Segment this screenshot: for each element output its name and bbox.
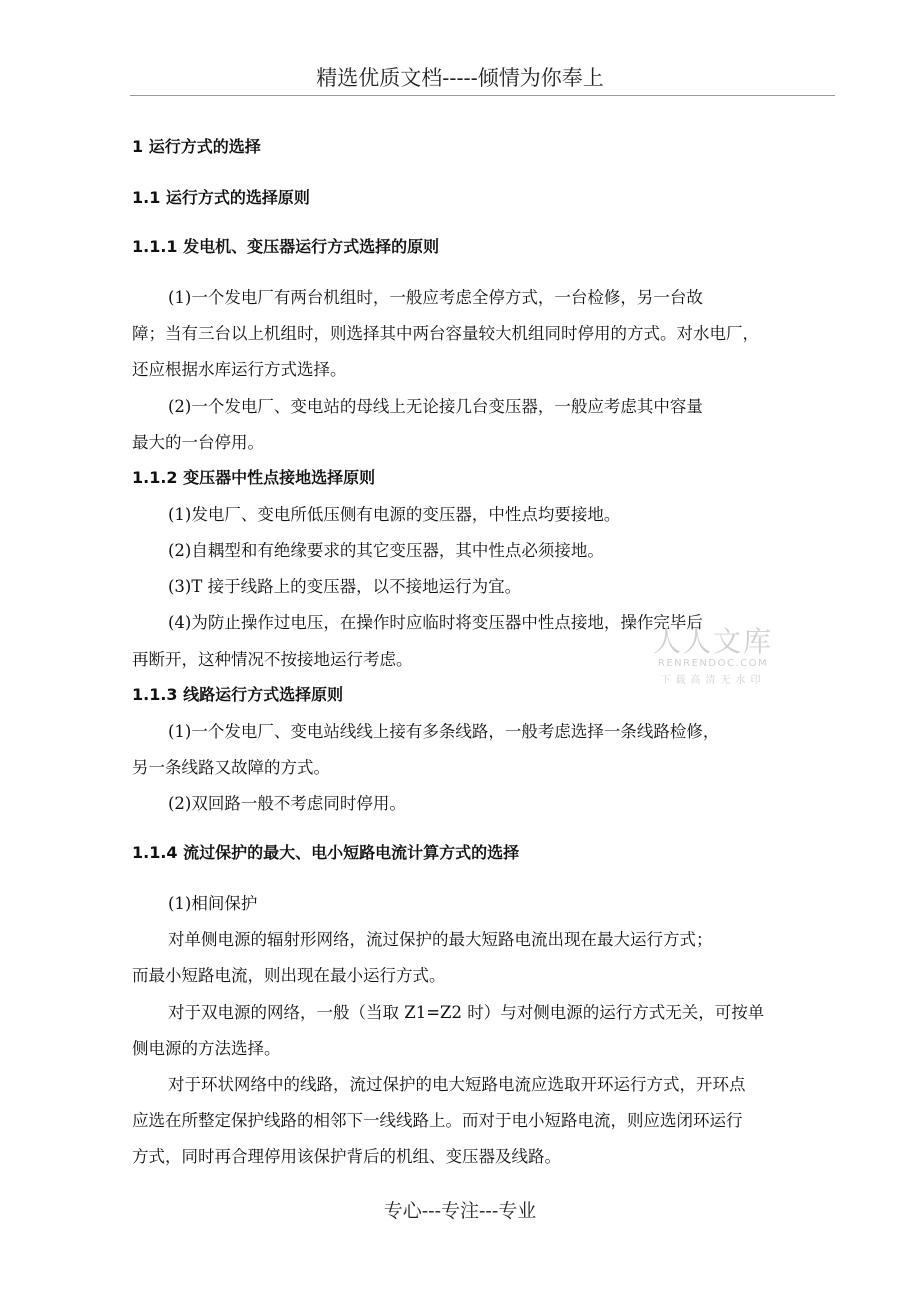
paragraph-line: 还应根据水库运行方式选择。: [132, 360, 347, 379]
paragraph-line: (1)相间保护: [168, 894, 258, 913]
paragraph-line: 对于环状网络中的线路，流过保护的电大短路电流应选取开环运行方式，开环点: [168, 1075, 746, 1094]
paragraph-line: 最大的一台停用。: [132, 433, 264, 452]
heading-1-1-4: 1.1.4 流过保护的最大、电小短路电流计算方式的选择: [132, 843, 520, 862]
paragraph-line: 而最小短路电流，则出现在最小运行方式。: [132, 966, 446, 985]
watermark-title: 人人文库: [652, 625, 773, 658]
header-divider: [130, 95, 835, 96]
paragraph-line: 另一条线路又故障的方式。: [132, 758, 330, 777]
paragraph-line: 方式，同时再合理停用该保护背后的机组、变压器及线路。: [132, 1147, 561, 1166]
paragraph-line: (1)发电厂、变电所低压侧有电源的变压器，中性点均要接地。: [168, 505, 621, 524]
paragraph-line: (1)一个发电厂有两台机组时，一般应考虑全停方式，一台检修，另一台故: [168, 288, 703, 307]
paragraph-line: (4)为防止操作过电压，在操作时应临时将变压器中性点接地，操作完毕后: [168, 613, 703, 632]
watermark-url: RENRENDOC.COM: [657, 658, 769, 669]
paragraph-line: (3)T 接于线路上的变压器，以不接地运行为宜。: [168, 577, 522, 596]
paragraph-line: (2)自耦型和有绝缘要求的其它变压器，其中性点必须接地。: [168, 541, 604, 560]
paragraph-line: 侧电源的方法选择。: [132, 1039, 281, 1058]
page-footer: 专心---专注---专业: [383, 1200, 537, 1222]
paragraph-line: 对于双电源的网络，一般（当取 Z1=Z2 时）与对侧电源的运行方式无关，可按单: [168, 1003, 765, 1022]
page-header-title: 精选优质文档-----倾情为你奉上: [316, 66, 604, 90]
paragraph-line: 障；当有三台以上机组时，则选择其中两台容量较大机组同时停用的方式。对水电厂，: [132, 324, 759, 343]
paragraph-line: 对单侧电源的辐射形网络，流过保护的最大短路电流出现在最大运行方式；: [168, 930, 713, 949]
paragraph-line: (2)双回路一般不考虑同时停用。: [168, 794, 406, 813]
paragraph-line: (2)一个发电厂、变电站的母线上无论接几台变压器，一般应考虑其中容量: [168, 397, 703, 416]
heading-1-1-1: 1.1.1 发电机、变压器运行方式选择的原则: [132, 237, 440, 256]
heading-1-1-3: 1.1.3 线路运行方式选择原则: [132, 685, 344, 704]
heading-1: 1 运行方式的选择: [132, 137, 261, 156]
watermark: [648, 620, 778, 686]
heading-1-1: 1.1 运行方式的选择原则: [132, 188, 310, 207]
paragraph-line: 应选在所整定保护线路的相邻下一线线路上。而对于电小短路电流，则应选闭环运行: [132, 1111, 743, 1130]
watermark-subtitle: 下载高清无水印: [660, 675, 766, 686]
paragraph-line: 再断开，这种情况不按接地运行考虑。: [132, 650, 413, 669]
heading-1-1-2: 1.1.2 变压器中性点接地选择原则: [132, 468, 376, 487]
paragraph-line: (1)一个发电厂、变电站线线上接有多条线路，一般考虑选择一条线路检修，: [168, 722, 720, 741]
